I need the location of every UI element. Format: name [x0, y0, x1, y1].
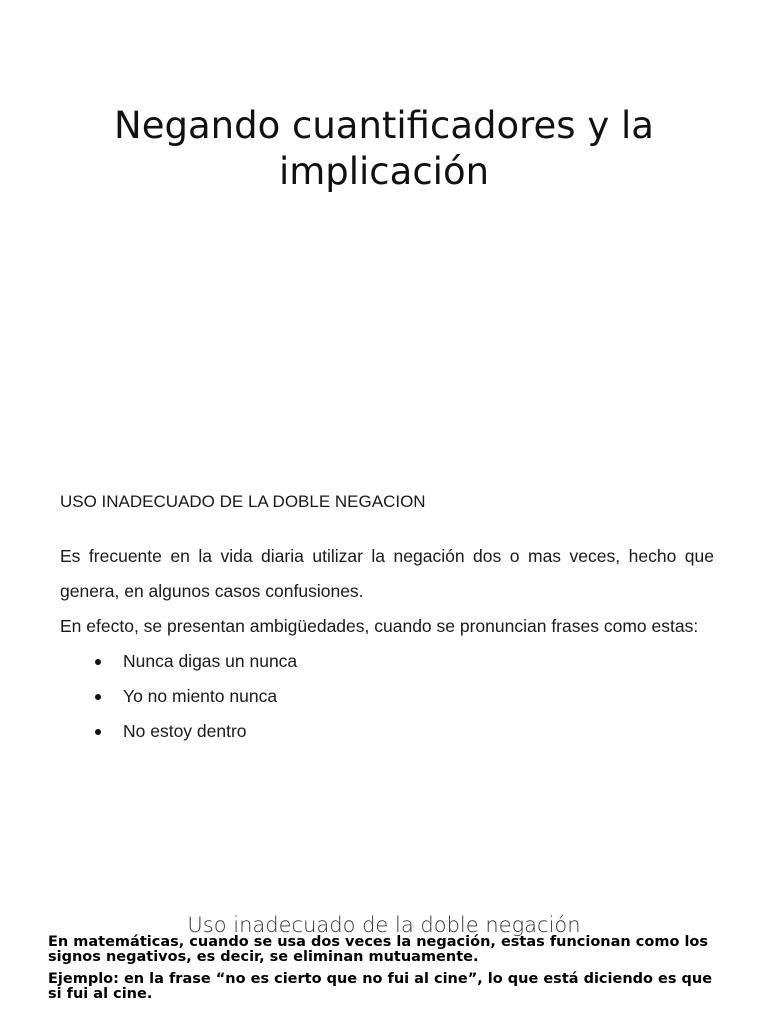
example-text: No estoy dentro — [123, 721, 247, 741]
list-item — [60, 679, 714, 714]
section-title: Uso inadecuado de la doble negación — [187, 913, 581, 938]
excerpt-heading: USO INADECUADO DE LA DOBLE NEGACION — [60, 492, 426, 511]
example-text: Nunca digas un nunca — [123, 651, 298, 671]
example-text: Yo no miento nunca — [123, 686, 278, 706]
excerpt-paragraph-1: Es frecuente en la vida diaria utilizar la negación dos o mas veces, hecho que genera, en algunos casos confusiones. — [60, 546, 714, 601]
bullet-icon — [95, 694, 101, 700]
notes-block — [48, 935, 728, 1009]
bullet-icon — [95, 659, 101, 665]
bullet-icon — [95, 729, 101, 735]
list-item — [60, 714, 714, 749]
list-item — [60, 644, 714, 679]
note-paragraph: Ejemplo: en la frase “no es cierto que no fui al cine”, lo que está diciendo es que si fui al cine. — [48, 971, 713, 1002]
scanned-excerpt — [60, 487, 714, 749]
examples-list — [60, 644, 714, 749]
slide-title: Negando cuantificadores y la implicación — [114, 103, 654, 193]
note-paragraph: En matemáticas, cuando se usa dos veces la negación, estas funcionan como los signos negativos, es decir, se eliminan mutuamente. — [48, 934, 709, 965]
excerpt-paragraph-2: En efecto, se presentan ambigüedades, cuando se pronuncian frases como estas: — [60, 616, 699, 636]
